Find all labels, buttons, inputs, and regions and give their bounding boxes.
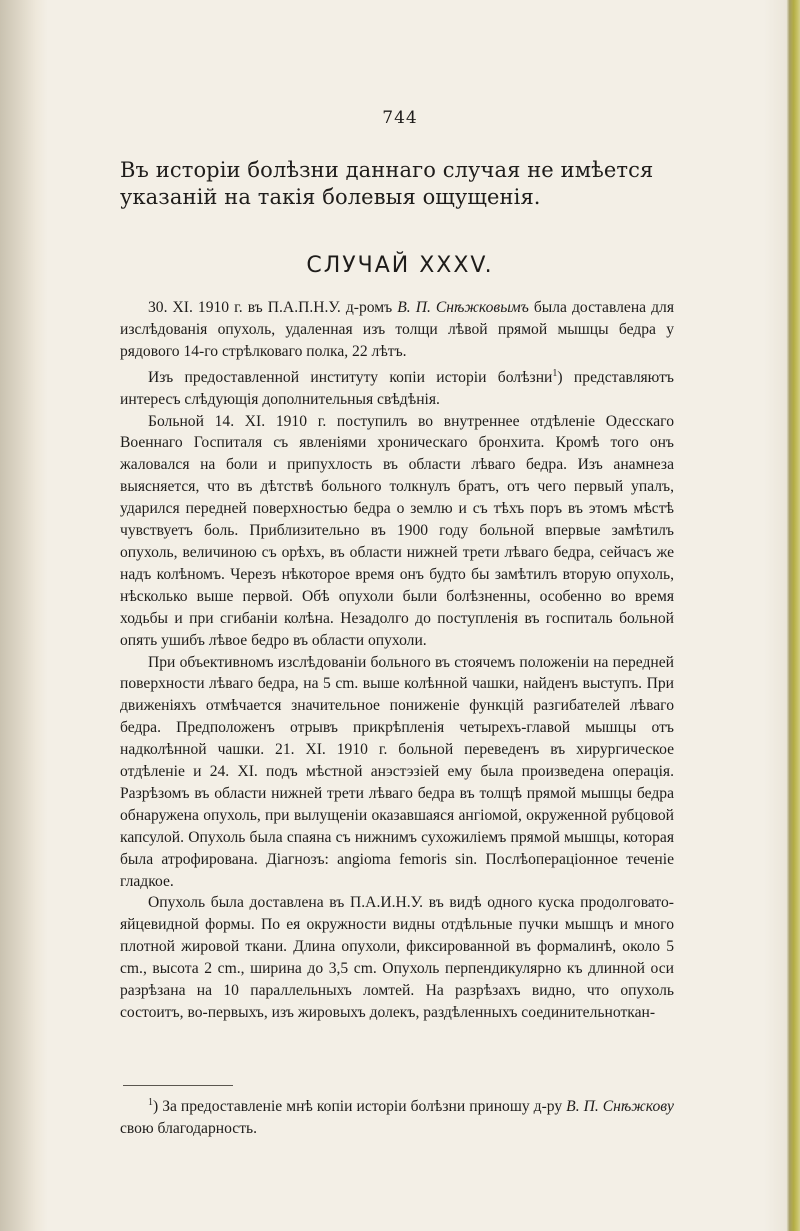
paragraph-1-intro: 30. XI. 1910 г. въ П.А.П.Н.У. д-ромъ bbox=[148, 299, 398, 316]
page-number: 744 bbox=[382, 108, 418, 128]
paragraph-2-intro: Изъ предоставленной институту копіи исторіи болѣзни bbox=[148, 368, 553, 386]
footnote bbox=[120, 1092, 674, 1140]
lead-paragraph: Въ исторіи болѣзни даннаго случая не имѣется указаній на такія болевыя ощущенія. bbox=[120, 158, 654, 209]
doctor-name: В. П. Снѣжковымъ bbox=[397, 299, 529, 316]
footnote-doctor-name: В. П. Снѣжкову bbox=[566, 1098, 674, 1115]
paragraph-5: Опухоль была доставлена въ П.А.И.Н.У. въ видѣ одного куска продолговато-яйцевидной формы. По ея окружности видны отдѣльные пучки мышцъ и много плотной жировой ткани. Длина опухоли, фиксированной въ формалинѣ, около 5 cm., высота 2 cm., ширина до 3,5 cm. Опухоль перпендикулярно къ длинной оси разрѣзана на 10 параллельныхъ ломтей. На разрѣзахъ видно, что опухоль состоитъ, во-первыхъ, изъ жировыхъ долекъ, раздѣленныхъ соединительноткан- bbox=[120, 894, 674, 1021]
footnote-marker: 1 bbox=[552, 367, 558, 379]
footnote-text: ) За предоставленіе мнѣ копіи исторіи болѣзни приношу д-ру bbox=[153, 1098, 567, 1115]
paragraph-1-rest: была доставлена для изслѣдованія опухоль, удаленная изъ толщи лѣвой прямой мышцы бедра у рядового 14-го стрѣлковаго полка, 22 лѣтъ. bbox=[120, 299, 675, 360]
paragraph-2 bbox=[120, 363, 674, 411]
paragraph-4: При объективномъ изслѣдованіи больного въ стоячемъ положеніи на передней поверхности лѣваго бедра, на 5 cm. выше колѣнной чашки, найденъ выступъ. При движеніяхъ отмѣчается значительное пониженіе функцій разгибателей лѣваго бедра. Предположенъ отрывъ прикрѣпленія четырехъ-главой мышцы отъ надколѣнной чашки. 21. XI. 1910 г. больной переведенъ въ хирургическое отдѣленіе и 24. XI. подъ мѣстной анэстэзіей ему была произведена операція. Разрѣзомъ въ области нижней трети лѣваго бедра въ толщѣ прямой мышцы бедра обнаружена опухоль, при вылущеніи оказавшаяся ангіомой, окруженной рубцовой капсулой. Опухоль была спаяна съ нижнимъ сухожиліемъ прямой мышцы, которая была атрофирована. Діагнозъ: angioma femoris sin. Послѣоперaціонное теченіе гладкое. bbox=[120, 653, 674, 890]
paragraph-2-rest: ) представляютъ интересъ слѣдующія дополнительныя свѣдѣнія. bbox=[120, 368, 674, 408]
case-title: СЛУЧАЙ XXXV. bbox=[306, 253, 494, 278]
footnote-rule bbox=[123, 1085, 233, 1086]
book-edge-strip bbox=[786, 0, 800, 1231]
footnote-number: 1 bbox=[148, 1097, 153, 1108]
paragraph-3: Больной 14. XI. 1910 г. поступилъ во внутреннее отдѣленіе Одесскаго Военнаго Госпиталя съ явленіями хроническаго бронхита. Кромѣ того онъ жаловался на боли и припухлость въ области лѣваго бедра. Изъ анамнеза выясняется, что въ дѣтствѣ больного толкнулъ братъ, отъ чего первый упалъ, ударился передней поверхностью бедра о землю и съ тѣхъ поръ въ этомъ мѣстѣ чувствуетъ боль. Приблизительно въ 1900 году больной впервые замѣтилъ опухоль, величиною съ орѣхъ, въ области нижней трети лѣваго бедра, сейчасъ же надъ колѣномъ. Черезъ нѣкоторое время онъ будто бы замѣтилъ вторую опухоль, нѣсколько выше первой. Обѣ опухоли были болѣзненны, особенно во время ходьбы и при сгибаніи колѣна. Незадолго до поступленія въ госпиталь больной опять ушибъ лѣвое бедро въ области опухоли. bbox=[120, 412, 674, 649]
page-gutter-shadow bbox=[0, 0, 48, 1231]
footnote-rest: свою благодарность. bbox=[120, 1120, 258, 1137]
case-body bbox=[120, 297, 674, 1024]
page-right-margin bbox=[764, 0, 786, 1231]
footnote-line bbox=[120, 1092, 674, 1140]
paragraph-1 bbox=[120, 297, 674, 363]
